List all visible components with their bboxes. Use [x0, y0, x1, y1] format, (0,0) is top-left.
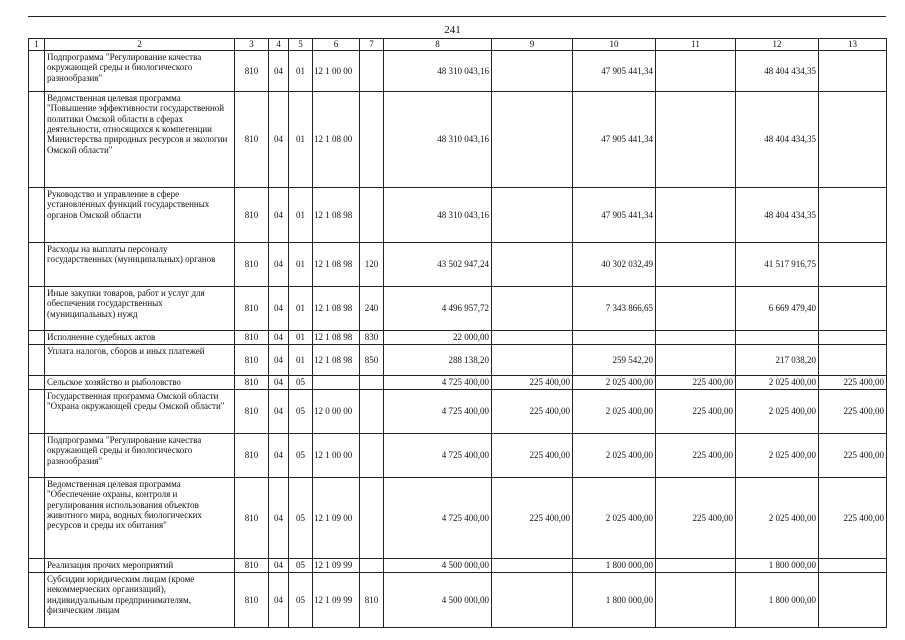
- amount-cell: 225 400,00: [656, 478, 736, 559]
- amount-cell: [492, 559, 573, 573]
- column-header: 2: [45, 39, 235, 51]
- amount-cell: 4 725 400,00: [384, 376, 492, 390]
- code-cell: 810: [235, 559, 269, 573]
- code-cell: 12 1 00 00: [313, 51, 360, 92]
- amount-cell: 1 800 000,00: [736, 559, 819, 573]
- code-cell: [360, 51, 384, 92]
- amount-cell: [819, 51, 887, 92]
- code-cell: 12 1 09 99: [313, 573, 360, 628]
- row-index-cell: [29, 51, 45, 92]
- code-cell: 810: [235, 92, 269, 188]
- column-header: 3: [235, 39, 269, 51]
- code-cell: 01: [289, 92, 313, 188]
- amount-cell: 48 404 434,35: [736, 188, 819, 243]
- code-cell: [360, 376, 384, 390]
- amount-cell: 2 025 400,00: [736, 478, 819, 559]
- amount-cell: 47 905 441,34: [573, 92, 656, 188]
- amount-cell: [492, 331, 573, 345]
- column-header: 11: [656, 39, 736, 51]
- row-index-cell: [29, 434, 45, 478]
- code-cell: 810: [235, 390, 269, 434]
- row-name-cell: Государственная программа Омской области "Охрана окружающей среды Омской области": [45, 390, 235, 434]
- amount-cell: [656, 51, 736, 92]
- code-cell: 04: [269, 51, 289, 92]
- amount-cell: [656, 92, 736, 188]
- row-index-cell: [29, 390, 45, 434]
- amount-cell: [656, 331, 736, 345]
- code-cell: 810: [235, 188, 269, 243]
- amount-cell: 2 025 400,00: [573, 434, 656, 478]
- code-cell: 01: [289, 331, 313, 345]
- table-row: [29, 390, 887, 434]
- table-row: [29, 51, 887, 92]
- code-cell: 05: [289, 559, 313, 573]
- amount-cell: 41 517 916,75: [736, 243, 819, 287]
- code-cell: 12 1 08 98: [313, 243, 360, 287]
- code-cell: 12 1 00 00: [313, 434, 360, 478]
- amount-cell: 225 400,00: [492, 390, 573, 434]
- amount-cell: 225 400,00: [819, 434, 887, 478]
- amount-cell: [656, 559, 736, 573]
- row-name-cell: Подпрограмма "Регулирование качества окружающей среды и биологического разнообразия": [45, 51, 235, 92]
- code-cell: 810: [235, 376, 269, 390]
- code-cell: [360, 478, 384, 559]
- code-cell: 04: [269, 92, 289, 188]
- amount-cell: 48 310 043,16: [384, 51, 492, 92]
- column-header: 1: [29, 39, 45, 51]
- code-cell: 810: [235, 573, 269, 628]
- amount-cell: [819, 573, 887, 628]
- code-cell: 12 1 09 99: [313, 559, 360, 573]
- code-cell: 04: [269, 390, 289, 434]
- row-index-cell: [29, 559, 45, 573]
- table-row: [29, 331, 887, 345]
- row-name-cell: Реализация прочих мероприятий: [45, 559, 235, 573]
- code-cell: 04: [269, 243, 289, 287]
- table-row: [29, 573, 887, 628]
- row-name-cell: Расходы на выплаты персоналу государственных (муниципальных) органов: [45, 243, 235, 287]
- amount-cell: 2 025 400,00: [736, 434, 819, 478]
- column-header: 8: [384, 39, 492, 51]
- amount-cell: 1 800 000,00: [573, 573, 656, 628]
- row-index-cell: [29, 345, 45, 376]
- code-cell: 01: [289, 51, 313, 92]
- amount-cell: 4 725 400,00: [384, 390, 492, 434]
- code-cell: 12 1 08 98: [313, 331, 360, 345]
- amount-cell: 48 404 434,35: [736, 51, 819, 92]
- amount-cell: 225 400,00: [492, 376, 573, 390]
- code-cell: 05: [289, 478, 313, 559]
- amount-cell: [656, 573, 736, 628]
- amount-cell: [492, 92, 573, 188]
- row-index-cell: [29, 287, 45, 331]
- code-cell: 12 1 08 98: [313, 188, 360, 243]
- column-header: 6: [313, 39, 360, 51]
- amount-cell: [819, 559, 887, 573]
- amount-cell: 4 496 957,72: [384, 287, 492, 331]
- budget-table: [28, 38, 887, 628]
- amount-cell: 225 400,00: [656, 376, 736, 390]
- code-cell: 01: [289, 243, 313, 287]
- row-index-cell: [29, 331, 45, 345]
- amount-cell: [573, 331, 656, 345]
- amount-cell: [819, 345, 887, 376]
- amount-cell: 225 400,00: [819, 376, 887, 390]
- amount-cell: 225 400,00: [492, 434, 573, 478]
- amount-cell: 259 542,20: [573, 345, 656, 376]
- code-cell: 01: [289, 287, 313, 331]
- amount-cell: [492, 188, 573, 243]
- table-row: [29, 559, 887, 573]
- code-cell: 04: [269, 376, 289, 390]
- row-index-cell: [29, 478, 45, 559]
- code-cell: 810: [235, 345, 269, 376]
- top-rule: [28, 16, 886, 17]
- code-cell: 04: [269, 573, 289, 628]
- code-cell: 05: [289, 573, 313, 628]
- amount-cell: [819, 188, 887, 243]
- column-number-row: [29, 39, 887, 51]
- code-cell: 04: [269, 478, 289, 559]
- amount-cell: 225 400,00: [656, 434, 736, 478]
- amount-cell: [492, 345, 573, 376]
- amount-cell: [492, 243, 573, 287]
- amount-cell: 40 302 032,49: [573, 243, 656, 287]
- table-row: [29, 478, 887, 559]
- row-name-cell: Подпрограмма "Регулирование качества окружающей среды и биологического разнообразия": [45, 434, 235, 478]
- amount-cell: [819, 92, 887, 188]
- amount-cell: 4 725 400,00: [384, 478, 492, 559]
- column-header: 5: [289, 39, 313, 51]
- code-cell: [360, 390, 384, 434]
- code-cell: 810: [235, 243, 269, 287]
- table-row: [29, 287, 887, 331]
- table-row: [29, 92, 887, 188]
- amount-cell: 2 025 400,00: [573, 376, 656, 390]
- amount-cell: [819, 287, 887, 331]
- code-cell: 04: [269, 559, 289, 573]
- code-cell: 810: [235, 331, 269, 345]
- amount-cell: 47 905 441,34: [573, 51, 656, 92]
- code-cell: 05: [289, 376, 313, 390]
- amount-cell: 2 025 400,00: [573, 478, 656, 559]
- amount-cell: 2 025 400,00: [573, 390, 656, 434]
- amount-cell: 2 025 400,00: [736, 390, 819, 434]
- amount-cell: 4 500 000,00: [384, 559, 492, 573]
- row-name-cell: Ведомственная целевая программа "Обеспечение охраны, контроля и регулирования использования объектов животного мира, водных биологических ресурсов и среды их обитания": [45, 478, 235, 559]
- code-cell: [313, 376, 360, 390]
- code-cell: 04: [269, 287, 289, 331]
- row-name-cell: Уплата налогов, сборов и иных платежей: [45, 345, 235, 376]
- amount-cell: 225 400,00: [819, 478, 887, 559]
- amount-cell: 48 404 434,35: [736, 92, 819, 188]
- code-cell: [360, 559, 384, 573]
- amount-cell: [819, 331, 887, 345]
- row-name-cell: Субсидии юридическим лицам (кроме некоммерческих организаций), индивидуальным предпринимателям, физическим лицам: [45, 573, 235, 628]
- code-cell: 12 1 08 98: [313, 287, 360, 331]
- table-row: [29, 188, 887, 243]
- code-cell: 04: [269, 331, 289, 345]
- code-cell: [360, 92, 384, 188]
- row-name-cell: Руководство и управление в сфере установленных функций государственных органов Омской области: [45, 188, 235, 243]
- code-cell: 12 1 08 98: [313, 345, 360, 376]
- amount-cell: 4 725 400,00: [384, 434, 492, 478]
- code-cell: 830: [360, 331, 384, 345]
- code-cell: 01: [289, 345, 313, 376]
- amount-cell: [492, 51, 573, 92]
- row-index-cell: [29, 376, 45, 390]
- table-row: [29, 434, 887, 478]
- table-row: [29, 376, 887, 390]
- page-number: 241: [444, 24, 461, 36]
- code-cell: 12 1 09 00: [313, 478, 360, 559]
- code-cell: 810: [360, 573, 384, 628]
- amount-cell: [656, 287, 736, 331]
- row-name-cell: Ведомственная целевая программа "Повышение эффективности государственной политики Омской области в сферах деятельности, относящихся к компетенции Министерства природных ресурсов и экологии Омской области": [45, 92, 235, 188]
- amount-cell: 4 500 000,00: [384, 573, 492, 628]
- code-cell: 05: [289, 390, 313, 434]
- row-index-cell: [29, 188, 45, 243]
- code-cell: 04: [269, 345, 289, 376]
- row-name-cell: Сельское хозяйство и рыболовство: [45, 376, 235, 390]
- code-cell: 04: [269, 434, 289, 478]
- amount-cell: 225 400,00: [492, 478, 573, 559]
- amount-cell: 22 000,00: [384, 331, 492, 345]
- code-cell: 850: [360, 345, 384, 376]
- column-header: 4: [269, 39, 289, 51]
- code-cell: 810: [235, 51, 269, 92]
- code-cell: 240: [360, 287, 384, 331]
- amount-cell: [656, 345, 736, 376]
- table-row: [29, 345, 887, 376]
- code-cell: 04: [269, 188, 289, 243]
- row-index-cell: [29, 92, 45, 188]
- amount-cell: [492, 573, 573, 628]
- amount-cell: 225 400,00: [819, 390, 887, 434]
- amount-cell: 288 138,20: [384, 345, 492, 376]
- amount-cell: 47 905 441,34: [573, 188, 656, 243]
- row-name-cell: Иные закупки товаров, работ и услуг для обеспечения государственных (муниципальных) нужд: [45, 287, 235, 331]
- code-cell: 05: [289, 434, 313, 478]
- code-cell: 810: [235, 287, 269, 331]
- amount-cell: 1 800 000,00: [573, 559, 656, 573]
- column-header: 13: [819, 39, 887, 51]
- amount-cell: [819, 243, 887, 287]
- row-index-cell: [29, 243, 45, 287]
- code-cell: [360, 188, 384, 243]
- code-cell: 810: [235, 434, 269, 478]
- code-cell: 810: [235, 478, 269, 559]
- column-header: 7: [360, 39, 384, 51]
- amount-cell: [656, 188, 736, 243]
- amount-cell: 225 400,00: [656, 390, 736, 434]
- table-row: [29, 243, 887, 287]
- column-header: 9: [492, 39, 573, 51]
- code-cell: 12 0 00 00: [313, 390, 360, 434]
- amount-cell: 6 669 479,40: [736, 287, 819, 331]
- amount-cell: [736, 331, 819, 345]
- amount-cell: 217 038,20: [736, 345, 819, 376]
- row-name-cell: Исполнение судебных актов: [45, 331, 235, 345]
- code-cell: [360, 434, 384, 478]
- column-header: 10: [573, 39, 656, 51]
- code-cell: 01: [289, 188, 313, 243]
- code-cell: 120: [360, 243, 384, 287]
- code-cell: 12 1 08 00: [313, 92, 360, 188]
- amount-cell: 48 310 043,16: [384, 188, 492, 243]
- amount-cell: 2 025 400,00: [736, 376, 819, 390]
- amount-cell: [492, 287, 573, 331]
- amount-cell: 7 343 866,65: [573, 287, 656, 331]
- amount-cell: 43 502 947,24: [384, 243, 492, 287]
- amount-cell: [656, 243, 736, 287]
- row-index-cell: [29, 573, 45, 628]
- amount-cell: 1 800 000,00: [736, 573, 819, 628]
- amount-cell: 48 310 043,16: [384, 92, 492, 188]
- column-header: 12: [736, 39, 819, 51]
